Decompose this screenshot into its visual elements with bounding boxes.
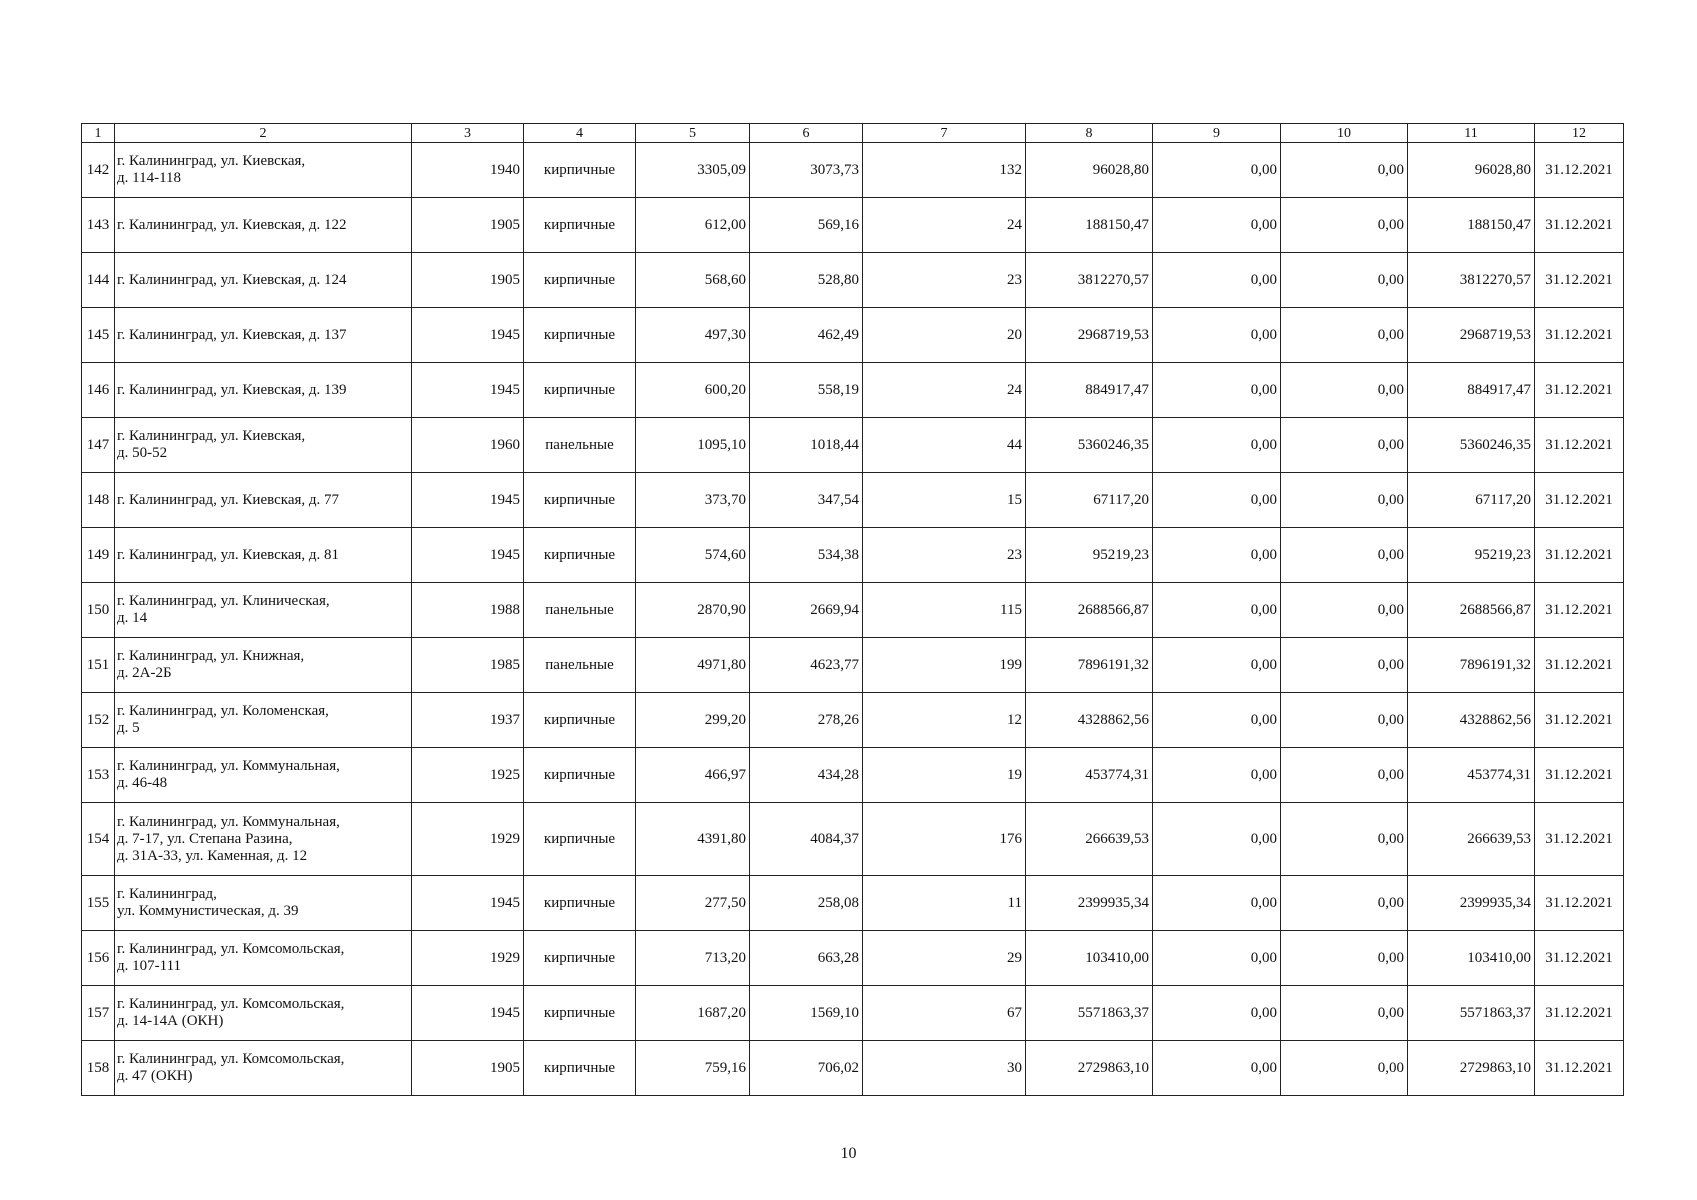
living-area-cell: 4623,77 (750, 638, 863, 693)
amount-cell: 2968719,53 (1026, 308, 1153, 363)
living-area-cell: 528,80 (750, 253, 863, 308)
address-cell: г. Калининград, ул. Коломенская, д. 5 (115, 693, 412, 748)
residents-cell: 11 (863, 876, 1026, 931)
residents-cell: 199 (863, 638, 1026, 693)
wall-material-cell: кирпичные (524, 143, 636, 198)
column-header-8: 8 (1026, 124, 1153, 143)
amount-cell: 7896191,32 (1026, 638, 1153, 693)
wall-material-cell: кирпичные (524, 253, 636, 308)
area-cell: 4971,80 (636, 638, 750, 693)
date-cell: 31.12.2021 (1535, 748, 1624, 803)
residents-cell: 24 (863, 363, 1026, 418)
row-number-cell: 150 (82, 583, 115, 638)
col10-cell: 0,00 (1281, 748, 1408, 803)
table-body (82, 143, 1624, 1096)
residents-cell: 23 (863, 253, 1026, 308)
wall-material-cell: кирпичные (524, 931, 636, 986)
year-cell: 1960 (412, 418, 524, 473)
col10-cell: 0,00 (1281, 1041, 1408, 1096)
address-cell: г. Калининград, ул. Коммунальная, д. 7-17, ул. Степана Разина, д. 31А-33, ул. Каменная, д. 12 (115, 803, 412, 876)
year-cell: 1929 (412, 803, 524, 876)
total-cell: 453774,31 (1408, 748, 1535, 803)
residents-cell: 29 (863, 931, 1026, 986)
living-area-cell: 569,16 (750, 198, 863, 253)
total-cell: 103410,00 (1408, 931, 1535, 986)
row-number-cell: 151 (82, 638, 115, 693)
residents-cell: 44 (863, 418, 1026, 473)
column-header-10: 10 (1281, 124, 1408, 143)
date-cell: 31.12.2021 (1535, 693, 1624, 748)
area-cell: 1687,20 (636, 986, 750, 1041)
residents-cell: 67 (863, 986, 1026, 1041)
column-header-1: 1 (82, 124, 115, 143)
date-cell: 31.12.2021 (1535, 253, 1624, 308)
table-row (82, 1041, 1624, 1096)
row-number-cell: 144 (82, 253, 115, 308)
row-number-cell: 158 (82, 1041, 115, 1096)
living-area-cell: 558,19 (750, 363, 863, 418)
col9-cell: 0,00 (1153, 748, 1281, 803)
total-cell: 2729863,10 (1408, 1041, 1535, 1096)
col10-cell: 0,00 (1281, 583, 1408, 638)
table-row (82, 931, 1624, 986)
address-cell: г. Калининград, ул. Киевская, д. 122 (115, 198, 412, 253)
area-cell: 2870,90 (636, 583, 750, 638)
total-cell: 2688566,87 (1408, 583, 1535, 638)
col9-cell: 0,00 (1153, 198, 1281, 253)
residents-cell: 12 (863, 693, 1026, 748)
address-cell: г. Калининград, ул. Коммунальная, д. 46-48 (115, 748, 412, 803)
table-row (82, 693, 1624, 748)
col9-cell: 0,00 (1153, 363, 1281, 418)
year-cell: 1945 (412, 986, 524, 1041)
page-number: 10 (840, 1145, 857, 1162)
wall-material-cell: кирпичные (524, 986, 636, 1041)
total-cell: 3812270,57 (1408, 253, 1535, 308)
residents-cell: 15 (863, 473, 1026, 528)
column-header-6: 6 (750, 124, 863, 143)
amount-cell: 453774,31 (1026, 748, 1153, 803)
amount-cell: 4328862,56 (1026, 693, 1153, 748)
living-area-cell: 462,49 (750, 308, 863, 363)
living-area-cell: 347,54 (750, 473, 863, 528)
amount-cell: 67117,20 (1026, 473, 1153, 528)
column-header-11: 11 (1408, 124, 1535, 143)
wall-material-cell: кирпичные (524, 693, 636, 748)
area-cell: 4391,80 (636, 803, 750, 876)
area-cell: 277,50 (636, 876, 750, 931)
col9-cell: 0,00 (1153, 143, 1281, 198)
wall-material-cell: кирпичные (524, 473, 636, 528)
address-cell: г. Калининград, ул. Киевская, д. 50-52 (115, 418, 412, 473)
amount-cell: 2688566,87 (1026, 583, 1153, 638)
row-number-cell: 147 (82, 418, 115, 473)
table-row (82, 986, 1624, 1041)
row-number-cell: 142 (82, 143, 115, 198)
date-cell: 31.12.2021 (1535, 1041, 1624, 1096)
year-cell: 1945 (412, 528, 524, 583)
row-number-cell: 146 (82, 363, 115, 418)
col10-cell: 0,00 (1281, 418, 1408, 473)
row-number-cell: 157 (82, 986, 115, 1041)
residents-cell: 176 (863, 803, 1026, 876)
year-cell: 1945 (412, 473, 524, 528)
address-cell: г. Калининград, ул. Комсомольская, д. 14-14А (ОКН) (115, 986, 412, 1041)
date-cell: 31.12.2021 (1535, 931, 1624, 986)
area-cell: 600,20 (636, 363, 750, 418)
total-cell: 5571863,37 (1408, 986, 1535, 1041)
area-cell: 759,16 (636, 1041, 750, 1096)
table-row (82, 363, 1624, 418)
living-area-cell: 534,38 (750, 528, 863, 583)
residents-cell: 30 (863, 1041, 1026, 1096)
address-cell: г. Калининград, ул. Киевская, д. 77 (115, 473, 412, 528)
area-cell: 373,70 (636, 473, 750, 528)
date-cell: 31.12.2021 (1535, 308, 1624, 363)
year-cell: 1937 (412, 693, 524, 748)
col9-cell: 0,00 (1153, 528, 1281, 583)
wall-material-cell: панельные (524, 583, 636, 638)
residents-cell: 24 (863, 198, 1026, 253)
date-cell: 31.12.2021 (1535, 803, 1624, 876)
living-area-cell: 4084,37 (750, 803, 863, 876)
col10-cell: 0,00 (1281, 363, 1408, 418)
table-row (82, 528, 1624, 583)
row-number-cell: 153 (82, 748, 115, 803)
col9-cell: 0,00 (1153, 253, 1281, 308)
area-cell: 3305,09 (636, 143, 750, 198)
residents-cell: 115 (863, 583, 1026, 638)
living-area-cell: 278,26 (750, 693, 863, 748)
wall-material-cell: кирпичные (524, 1041, 636, 1096)
total-cell: 95219,23 (1408, 528, 1535, 583)
col9-cell: 0,00 (1153, 638, 1281, 693)
year-cell: 1945 (412, 308, 524, 363)
living-area-cell: 706,02 (750, 1041, 863, 1096)
col10-cell: 0,00 (1281, 931, 1408, 986)
address-cell: г. Калининград, ул. Книжная, д. 2А-2Б (115, 638, 412, 693)
row-number-cell: 152 (82, 693, 115, 748)
living-area-cell: 434,28 (750, 748, 863, 803)
address-cell: г. Калининград, ул. Комсомольская, д. 107-111 (115, 931, 412, 986)
column-header-2: 2 (115, 124, 412, 143)
total-cell: 2399935,34 (1408, 876, 1535, 931)
address-cell: г. Калининград, ул. Клиническая, д. 14 (115, 583, 412, 638)
year-cell: 1905 (412, 1041, 524, 1096)
address-cell: г. Калининград, ул. Комсомольская, д. 47 (ОКН) (115, 1041, 412, 1096)
row-number-cell: 145 (82, 308, 115, 363)
year-cell: 1940 (412, 143, 524, 198)
area-cell: 568,60 (636, 253, 750, 308)
residents-cell: 132 (863, 143, 1026, 198)
col9-cell: 0,00 (1153, 1041, 1281, 1096)
col9-cell: 0,00 (1153, 418, 1281, 473)
table-row (82, 876, 1624, 931)
col10-cell: 0,00 (1281, 693, 1408, 748)
total-cell: 7896191,32 (1408, 638, 1535, 693)
buildings-table (81, 123, 1624, 1096)
total-cell: 67117,20 (1408, 473, 1535, 528)
year-cell: 1925 (412, 748, 524, 803)
col10-cell: 0,00 (1281, 528, 1408, 583)
col10-cell: 0,00 (1281, 473, 1408, 528)
buildings-table-container (81, 123, 1623, 1096)
date-cell: 31.12.2021 (1535, 198, 1624, 253)
date-cell: 31.12.2021 (1535, 363, 1624, 418)
table-row (82, 638, 1624, 693)
address-cell: г. Калининград, ул. Киевская, д. 81 (115, 528, 412, 583)
date-cell: 31.12.2021 (1535, 418, 1624, 473)
table-row (82, 418, 1624, 473)
area-cell: 497,30 (636, 308, 750, 363)
wall-material-cell: панельные (524, 638, 636, 693)
address-cell: г. Калининград, ул. Киевская, д. 139 (115, 363, 412, 418)
area-cell: 574,60 (636, 528, 750, 583)
date-cell: 31.12.2021 (1535, 528, 1624, 583)
row-number-cell: 155 (82, 876, 115, 931)
date-cell: 31.12.2021 (1535, 143, 1624, 198)
living-area-cell: 258,08 (750, 876, 863, 931)
date-cell: 31.12.2021 (1535, 473, 1624, 528)
total-cell: 2968719,53 (1408, 308, 1535, 363)
residents-cell: 23 (863, 528, 1026, 583)
col9-cell: 0,00 (1153, 693, 1281, 748)
amount-cell: 103410,00 (1026, 931, 1153, 986)
amount-cell: 5571863,37 (1026, 986, 1153, 1041)
living-area-cell: 3073,73 (750, 143, 863, 198)
total-cell: 188150,47 (1408, 198, 1535, 253)
column-header-4: 4 (524, 124, 636, 143)
table-row (82, 198, 1624, 253)
total-cell: 5360246,35 (1408, 418, 1535, 473)
date-cell: 31.12.2021 (1535, 986, 1624, 1041)
col9-cell: 0,00 (1153, 931, 1281, 986)
col9-cell: 0,00 (1153, 986, 1281, 1041)
table-row (82, 803, 1624, 876)
address-cell: г. Калининград, ул. Киевская, д. 124 (115, 253, 412, 308)
living-area-cell: 1569,10 (750, 986, 863, 1041)
wall-material-cell: кирпичные (524, 803, 636, 876)
amount-cell: 95219,23 (1026, 528, 1153, 583)
row-number-cell: 148 (82, 473, 115, 528)
header-row (82, 124, 1624, 143)
wall-material-cell: кирпичные (524, 198, 636, 253)
table-header (82, 124, 1624, 143)
col9-cell: 0,00 (1153, 583, 1281, 638)
column-header-12: 12 (1535, 124, 1624, 143)
col9-cell: 0,00 (1153, 308, 1281, 363)
column-header-7: 7 (863, 124, 1026, 143)
total-cell: 4328862,56 (1408, 693, 1535, 748)
wall-material-cell: кирпичные (524, 748, 636, 803)
year-cell: 1945 (412, 876, 524, 931)
table-row (82, 583, 1624, 638)
residents-cell: 20 (863, 308, 1026, 363)
date-cell: 31.12.2021 (1535, 638, 1624, 693)
amount-cell: 5360246,35 (1026, 418, 1153, 473)
col9-cell: 0,00 (1153, 803, 1281, 876)
total-cell: 266639,53 (1408, 803, 1535, 876)
col10-cell: 0,00 (1281, 308, 1408, 363)
wall-material-cell: кирпичные (524, 876, 636, 931)
table-row (82, 308, 1624, 363)
total-cell: 96028,80 (1408, 143, 1535, 198)
table-row (82, 473, 1624, 528)
table-row (82, 748, 1624, 803)
column-header-9: 9 (1153, 124, 1281, 143)
col10-cell: 0,00 (1281, 638, 1408, 693)
row-number-cell: 156 (82, 931, 115, 986)
area-cell: 466,97 (636, 748, 750, 803)
amount-cell: 2729863,10 (1026, 1041, 1153, 1096)
col9-cell: 0,00 (1153, 876, 1281, 931)
column-header-5: 5 (636, 124, 750, 143)
row-number-cell: 149 (82, 528, 115, 583)
col10-cell: 0,00 (1281, 198, 1408, 253)
living-area-cell: 663,28 (750, 931, 863, 986)
wall-material-cell: кирпичные (524, 528, 636, 583)
amount-cell: 2399935,34 (1026, 876, 1153, 931)
year-cell: 1905 (412, 198, 524, 253)
area-cell: 1095,10 (636, 418, 750, 473)
total-cell: 884917,47 (1408, 363, 1535, 418)
date-cell: 31.12.2021 (1535, 583, 1624, 638)
table-row (82, 143, 1624, 198)
col10-cell: 0,00 (1281, 143, 1408, 198)
year-cell: 1905 (412, 253, 524, 308)
table-row (82, 253, 1624, 308)
col10-cell: 0,00 (1281, 803, 1408, 876)
wall-material-cell: панельные (524, 418, 636, 473)
column-header-3: 3 (412, 124, 524, 143)
col10-cell: 0,00 (1281, 876, 1408, 931)
amount-cell: 96028,80 (1026, 143, 1153, 198)
year-cell: 1988 (412, 583, 524, 638)
area-cell: 713,20 (636, 931, 750, 986)
col9-cell: 0,00 (1153, 473, 1281, 528)
area-cell: 299,20 (636, 693, 750, 748)
address-cell: г. Калининград, ул. Коммунистическая, д. 39 (115, 876, 412, 931)
wall-material-cell: кирпичные (524, 363, 636, 418)
col10-cell: 0,00 (1281, 986, 1408, 1041)
area-cell: 612,00 (636, 198, 750, 253)
living-area-cell: 1018,44 (750, 418, 863, 473)
year-cell: 1985 (412, 638, 524, 693)
amount-cell: 884917,47 (1026, 363, 1153, 418)
residents-cell: 19 (863, 748, 1026, 803)
year-cell: 1945 (412, 363, 524, 418)
row-number-cell: 154 (82, 803, 115, 876)
address-cell: г. Калининград, ул. Киевская, д. 114-118 (115, 143, 412, 198)
amount-cell: 3812270,57 (1026, 253, 1153, 308)
col10-cell: 0,00 (1281, 253, 1408, 308)
amount-cell: 188150,47 (1026, 198, 1153, 253)
wall-material-cell: кирпичные (524, 308, 636, 363)
living-area-cell: 2669,94 (750, 583, 863, 638)
year-cell: 1929 (412, 931, 524, 986)
address-cell: г. Калининград, ул. Киевская, д. 137 (115, 308, 412, 363)
amount-cell: 266639,53 (1026, 803, 1153, 876)
row-number-cell: 143 (82, 198, 115, 253)
date-cell: 31.12.2021 (1535, 876, 1624, 931)
